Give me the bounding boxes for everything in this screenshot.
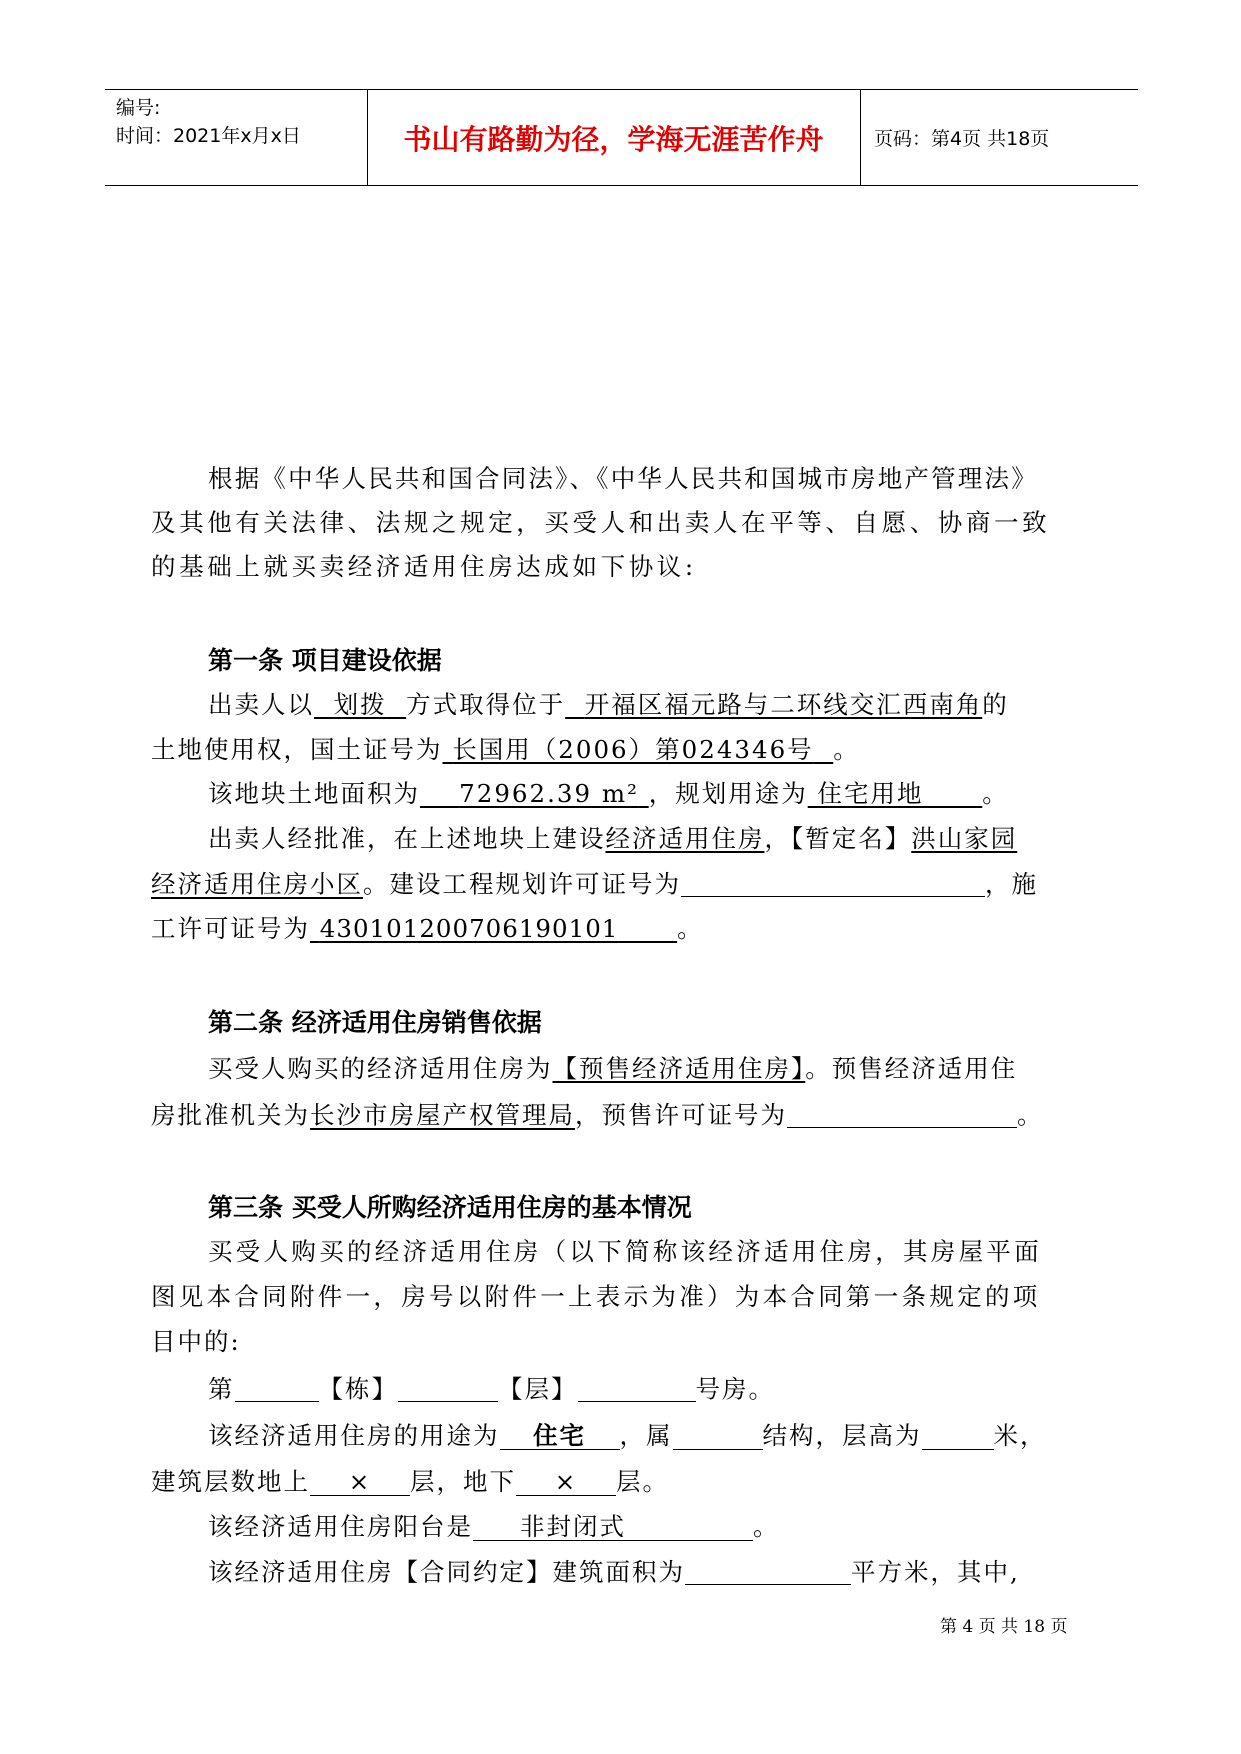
text: 平方米，其中, xyxy=(851,1557,1020,1587)
article-1-title: 第一条 项目建设依据 xyxy=(208,646,442,675)
article-3-line-2: 图见本合同附件一，房号以附件一上表示为准）为本合同第一条规定的项 xyxy=(151,1282,1041,1311)
text: 。 xyxy=(833,735,860,764)
text: 出卖人以 xyxy=(208,690,314,719)
doc-date-label: 时间：2021年x月x日 xyxy=(116,125,301,147)
article-1-line-4 xyxy=(208,824,1018,853)
page-header xyxy=(105,89,1138,186)
floor-blank xyxy=(398,1377,498,1402)
structure-blank xyxy=(673,1425,763,1450)
article-3-line-1: 买受人购买的经济适用住房（以下简称该经济适用住房，其房屋平面 xyxy=(208,1237,1042,1266)
project-name-part-1: 洪山家园 xyxy=(911,824,1018,853)
page-number-label: 页码：第4页 共18页 xyxy=(874,128,1050,150)
text: 方式取得位于 xyxy=(406,690,566,719)
article-1-line-1 xyxy=(208,690,1009,719)
article-3-line-5 xyxy=(208,1423,1047,1450)
intro-line-3: 的基础上就买卖经济适用住房达成如下协议: xyxy=(151,552,697,581)
text: 【层】 xyxy=(498,1374,578,1404)
text: ，【暂定名】 xyxy=(764,824,912,853)
approval-authority: 长沙市房屋产权管理局 xyxy=(310,1100,575,1130)
land-area: 72962.39 m² xyxy=(459,779,639,808)
construction-permit-number: 430101200706190101 xyxy=(319,914,619,943)
presale-permit-blank xyxy=(787,1103,1017,1128)
text: 买受人购买的经济适用住房为 xyxy=(208,1054,553,1083)
article-3-line-7 xyxy=(208,1514,780,1541)
text: 该经济适用住房【合同约定】建筑面积为 xyxy=(208,1557,685,1587)
text: 结构，层高为 xyxy=(762,1421,922,1450)
text: 该地块土地面积为 xyxy=(208,779,420,808)
article-1-line-6 xyxy=(151,914,704,943)
article-3-line-6 xyxy=(151,1469,669,1496)
land-cert-number: 长国用（2006）第024346号 xyxy=(452,735,814,764)
article-3-line-4 xyxy=(208,1374,775,1404)
text: 米， xyxy=(993,1421,1047,1450)
acquisition-method: 划拨 xyxy=(333,690,387,719)
article-3-line-8 xyxy=(208,1557,1020,1587)
text: 号房。 xyxy=(695,1374,775,1404)
text: 。建设工程规划许可证号为 xyxy=(363,869,681,899)
article-1-line-3 xyxy=(208,779,1009,808)
text: 第 xyxy=(208,1374,235,1404)
text: 土地使用权，国土证号为 xyxy=(151,735,443,764)
intro-line-2: 及其他有关法律、法规之规定，买受人和出卖人在平等、自愿、协商一致 xyxy=(151,508,1051,537)
text: 层，地下 xyxy=(410,1467,516,1496)
text: 。 xyxy=(753,1512,780,1541)
building-blank xyxy=(235,1377,319,1402)
page-footer: 第 4 页 共 18 页 xyxy=(940,1617,1068,1637)
text: 该经济适用住房的用途为 xyxy=(208,1421,500,1450)
article-3-line-3: 目中的: xyxy=(151,1327,241,1356)
text: ，预售许可证号为 xyxy=(575,1100,787,1130)
text: ，属 xyxy=(619,1421,673,1450)
text: 。 xyxy=(1017,1100,1044,1130)
text: 房批准机关为 xyxy=(151,1100,310,1130)
article-3-title: 第三条 买受人所购经济适用住房的基本情况 xyxy=(208,1193,692,1222)
balcony-type: 非封闭式 xyxy=(473,1514,753,1541)
floors-above-ground: × xyxy=(310,1469,410,1496)
text: 。 xyxy=(677,914,704,943)
text: 出卖人经批准，在上述地块上建设 xyxy=(208,824,606,853)
housing-purpose: 住宅 xyxy=(500,1423,620,1450)
text: 。预售经济适用住 xyxy=(805,1054,1018,1083)
doc-number-label: 编号: xyxy=(116,97,161,119)
article-1-line-2 xyxy=(151,735,860,764)
text: 【栋】 xyxy=(318,1374,398,1404)
article-2-line-1 xyxy=(208,1054,1018,1083)
floor-height-blank xyxy=(922,1425,994,1450)
intro-line-1: 根据《中华人民共和国合同法》、《中华人民共和国城市房地产管理法》 xyxy=(208,464,1038,493)
header-right-cell xyxy=(860,90,1138,185)
article-1-line-5 xyxy=(151,869,1038,899)
text: ，施 xyxy=(985,869,1038,899)
project-name-part-2: 经济适用住房小区 xyxy=(151,869,363,899)
article-2-title: 第二条 经济适用住房销售依据 xyxy=(208,1008,542,1037)
article-2-line-2 xyxy=(151,1100,1044,1130)
planning-permit-blank xyxy=(681,872,985,897)
text: 层。 xyxy=(616,1467,669,1496)
text: 工许可证号为 xyxy=(151,914,310,943)
housing-type: 经济适用住房 xyxy=(605,824,765,853)
text: 该经济适用住房阳台是 xyxy=(208,1512,473,1541)
text: 。 xyxy=(982,779,1009,808)
sale-type: 【预售经济适用住房】 xyxy=(552,1054,806,1083)
planned-use: 住宅用地 xyxy=(817,779,924,808)
land-location: 开福区福元路与二环线交汇西南角 xyxy=(584,690,983,719)
text: 的 xyxy=(982,690,1009,719)
header-left-cell xyxy=(105,90,368,185)
room-blank xyxy=(578,1377,696,1402)
text: 建筑层数地上 xyxy=(151,1467,310,1496)
text: ，规划用途为 xyxy=(648,779,808,808)
header-motto: 书山有路勤为径，学海无涯苦作舟 xyxy=(367,90,861,185)
floors-below-ground: × xyxy=(516,1469,616,1496)
building-area-blank xyxy=(685,1560,851,1585)
